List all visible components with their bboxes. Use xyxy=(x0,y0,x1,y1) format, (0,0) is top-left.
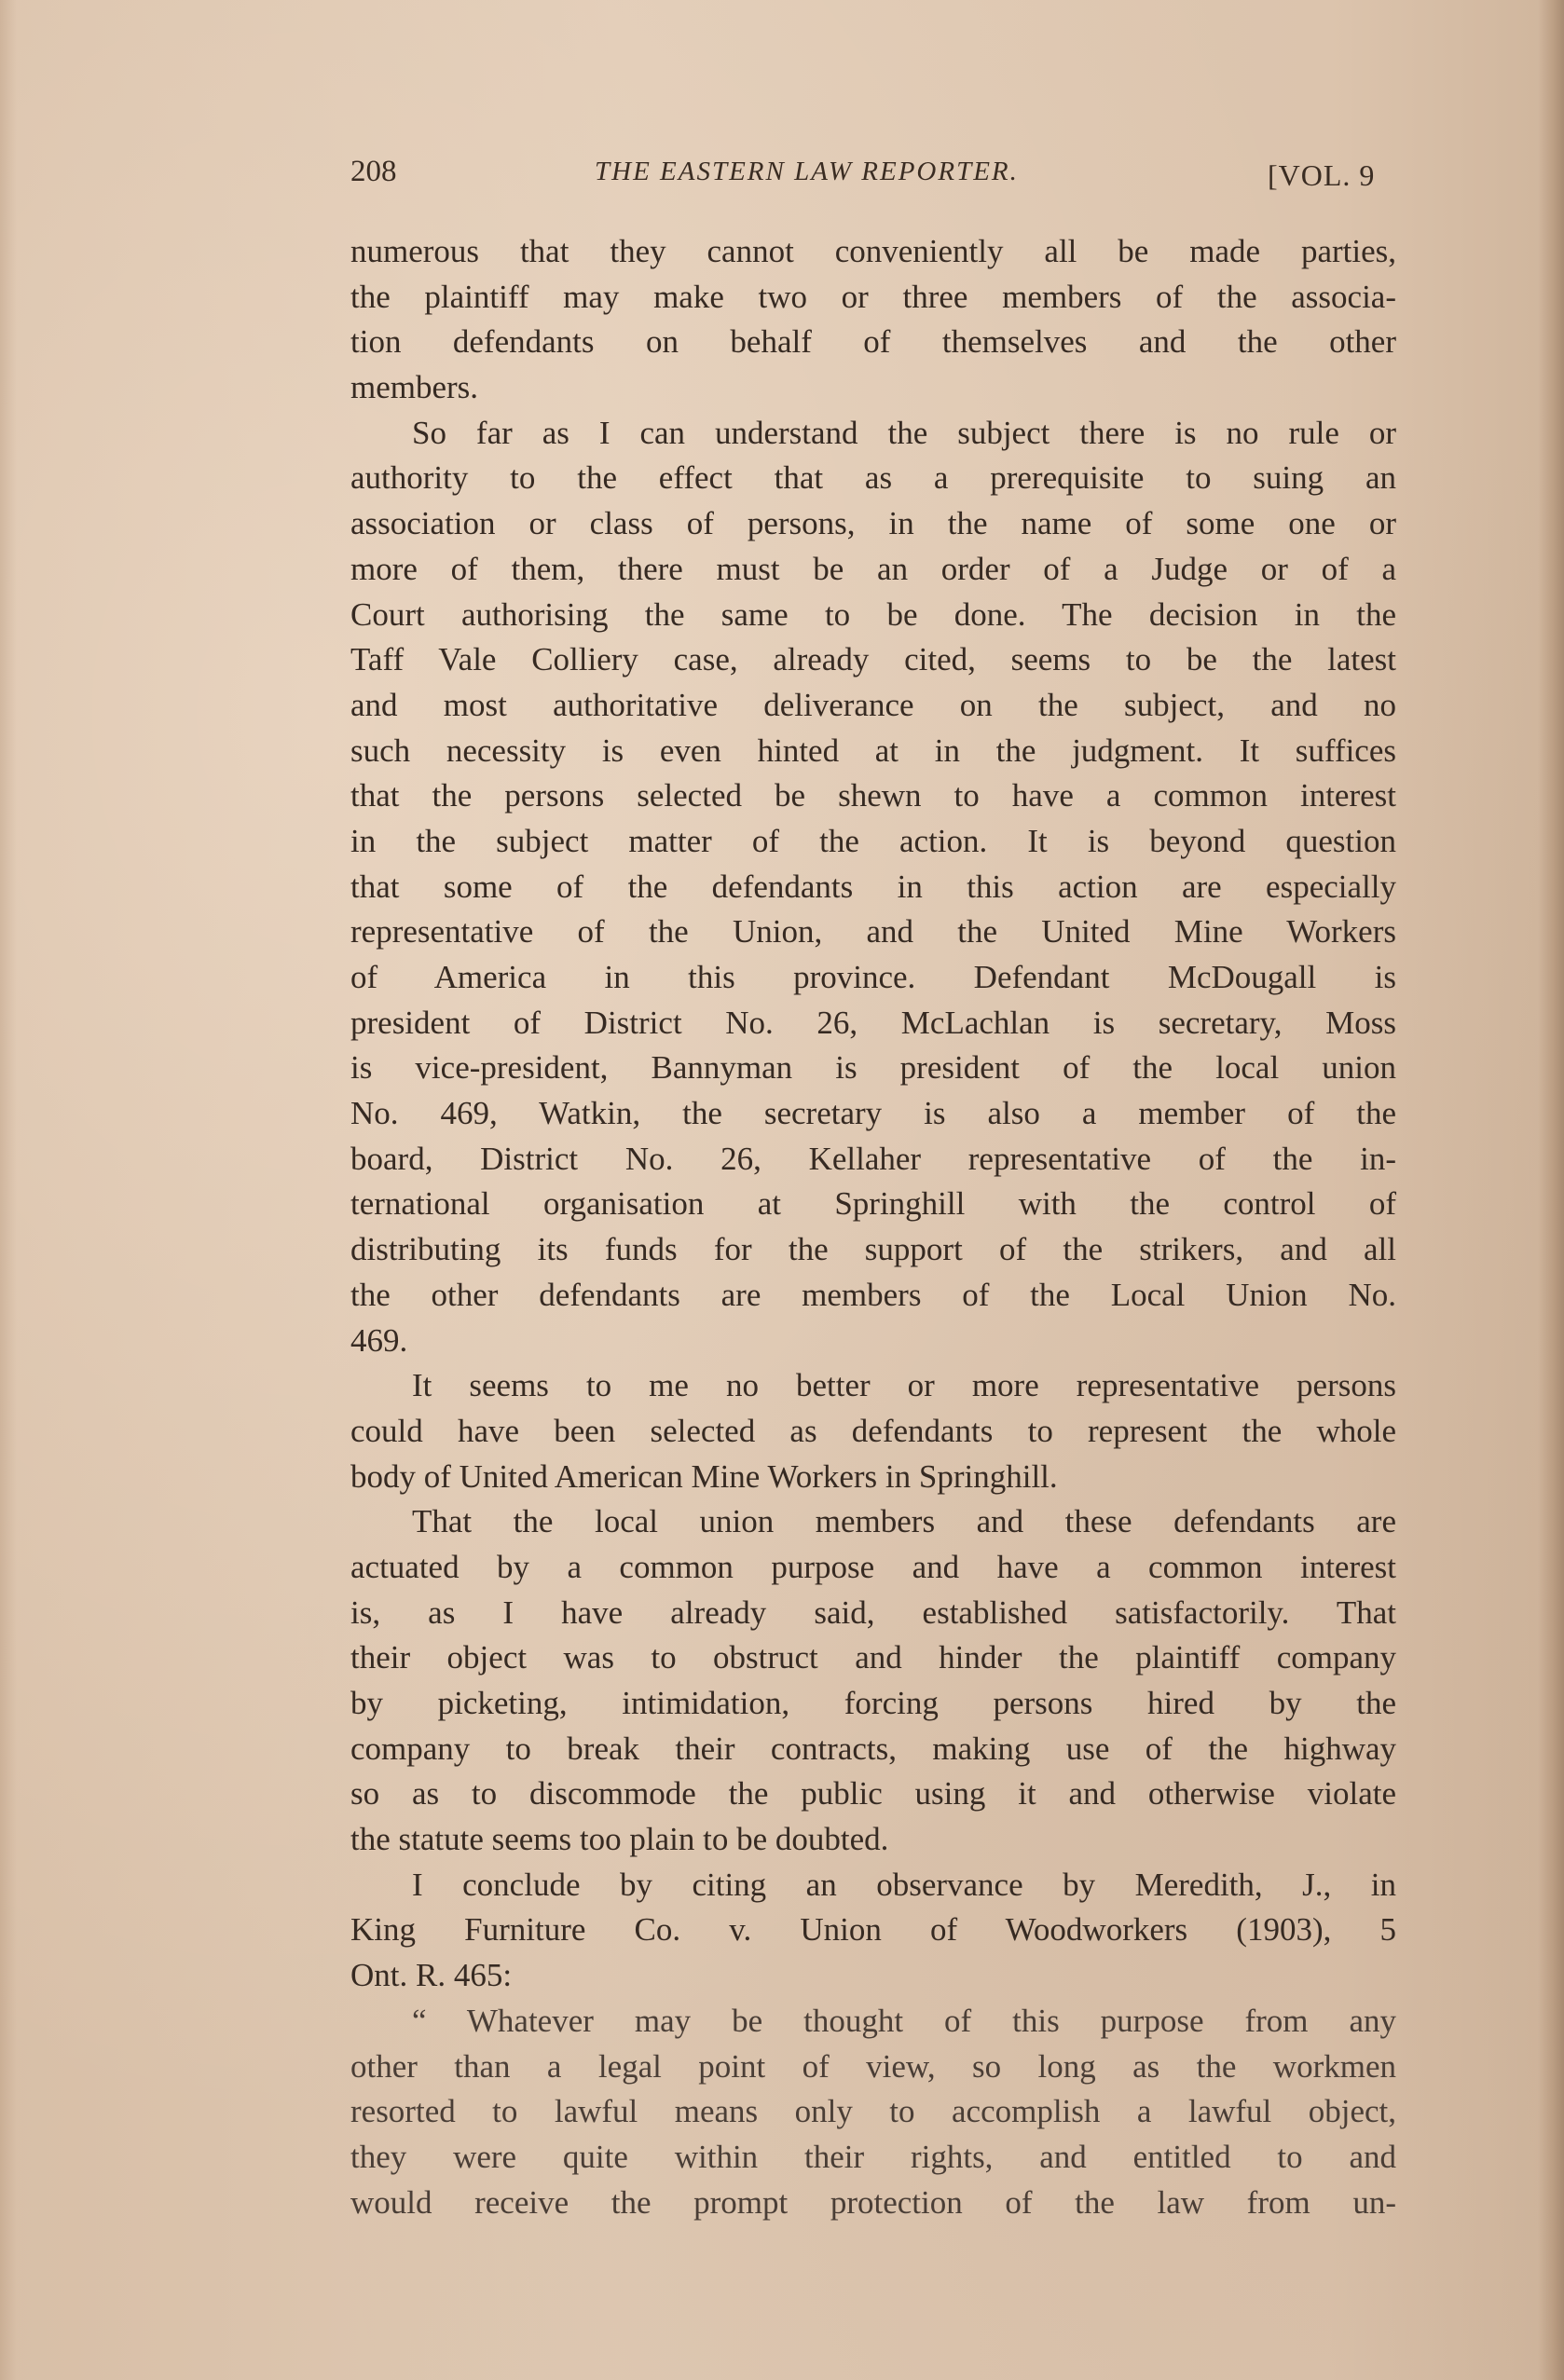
text-line: that some of the defendants in this action are especially xyxy=(350,868,1396,905)
text-line: board, District No. 26, Kellaher representative of the in- xyxy=(350,1140,1396,1177)
text-line: is, as I have already said, established satisfactorily. That xyxy=(350,1594,1396,1631)
paragraph-start-line: It seems to me no better or more representative persons xyxy=(412,1367,1396,1404)
text-line: association or class of persons, in the name of some one or xyxy=(350,505,1396,542)
quotation-line: would receive the prompt protection of the law from un- xyxy=(350,2183,1396,2221)
paragraph-start-line: That the local union members and these defendants are xyxy=(412,1503,1396,1540)
text-line: ternational organisation at Springhill with the control of xyxy=(350,1185,1396,1223)
page-left-edge-shadow xyxy=(0,0,17,2380)
text-line: authority to the effect that as a prerequisite to suing an xyxy=(350,459,1396,497)
text-line: the statute seems too plain to be doubted. xyxy=(350,1821,889,1858)
text-line: No. 469, Watkin, the secretary is also a member of the xyxy=(350,1095,1396,1132)
quotation-line: other than a legal point of view, so long as the workmen xyxy=(350,2047,1396,2085)
text-line: numerous that they cannot conveniently all be made parties, xyxy=(350,233,1396,269)
page-right-edge-shadow xyxy=(1538,0,1564,2380)
text-line: and most authoritative deliverance on the subject, and no xyxy=(350,686,1396,723)
text-line: of America in this province. Defendant McDougall is xyxy=(350,959,1396,995)
text-line: body of United American Mine Workers in Springhill. xyxy=(350,1457,1058,1495)
quotation-line: resorted to lawful means only to accomplish a lawful object, xyxy=(350,2093,1396,2130)
text-line: actuated by a common purpose and have a common interest xyxy=(350,1548,1396,1585)
text-line: Court authorising the same to be done. The decision in the xyxy=(350,595,1396,633)
quotation-start-line: “ Whatever may be thought of this purpose from any xyxy=(412,2002,1396,2039)
text-line: company to break their contracts, making use of the highway xyxy=(350,1730,1396,1767)
text-line: distributing its funds for the support of the strikers, and all xyxy=(350,1231,1396,1268)
text-line: is vice-president, Bannyman is president of the local union xyxy=(350,1049,1396,1087)
text-line: Taff Vale Colliery case, already cited, seems to be the latest xyxy=(350,641,1396,678)
volume-label: [VOL. 9 xyxy=(1268,158,1376,192)
text-line: more of them, there must be an order of a Judge or of a xyxy=(350,550,1396,587)
text-line: the plaintiff may make two or three members of the associa- xyxy=(350,278,1396,315)
text-line: so as to discommode the public using it and otherwise violate xyxy=(350,1775,1396,1812)
text-line: president of District No. 26, McLachlan is secretary, Moss xyxy=(350,1004,1396,1041)
text-line: the other defendants are members of the Local Union No. xyxy=(350,1276,1396,1313)
running-header xyxy=(350,149,1396,205)
page-number: 208 xyxy=(350,155,397,188)
quotation-line: they were quite within their rights, and entitled to and xyxy=(350,2138,1396,2175)
text-line: such necessity is even hinted at in the judgment. It suffices xyxy=(350,732,1396,769)
text-line: 469. xyxy=(350,1321,408,1359)
text-line: could have been selected as defendants to represent the whole xyxy=(350,1412,1396,1449)
body-text xyxy=(350,229,1396,2225)
running-title: THE EASTERN LAW REPORTER. xyxy=(595,157,1019,186)
text-line: in the subject matter of the action. It is beyond question xyxy=(350,822,1396,859)
text-line: that the persons selected be shewn to have a common interest xyxy=(350,777,1396,814)
paragraph-start-line: I conclude by citing an observance by Meredith, J., in xyxy=(412,1866,1396,1903)
text-line: their object was to obstruct and hinder the plaintiff company xyxy=(350,1639,1396,1676)
paragraph-start-line: So far as I can understand the subject there is no rule or xyxy=(412,414,1396,451)
text-line: King Furniture Co. v. Union of Woodworkers (1903), 5 xyxy=(350,1911,1396,1949)
text-line: Ont. R. 465: xyxy=(350,1957,513,1994)
text-line: by picketing, intimidation, forcing persons hired by the xyxy=(350,1685,1396,1721)
text-line: tion defendants on behalf of themselves and the other xyxy=(350,323,1396,361)
text-line: representative of the Union, and the United Mine Workers xyxy=(350,913,1396,951)
text-line: members. xyxy=(350,369,479,406)
